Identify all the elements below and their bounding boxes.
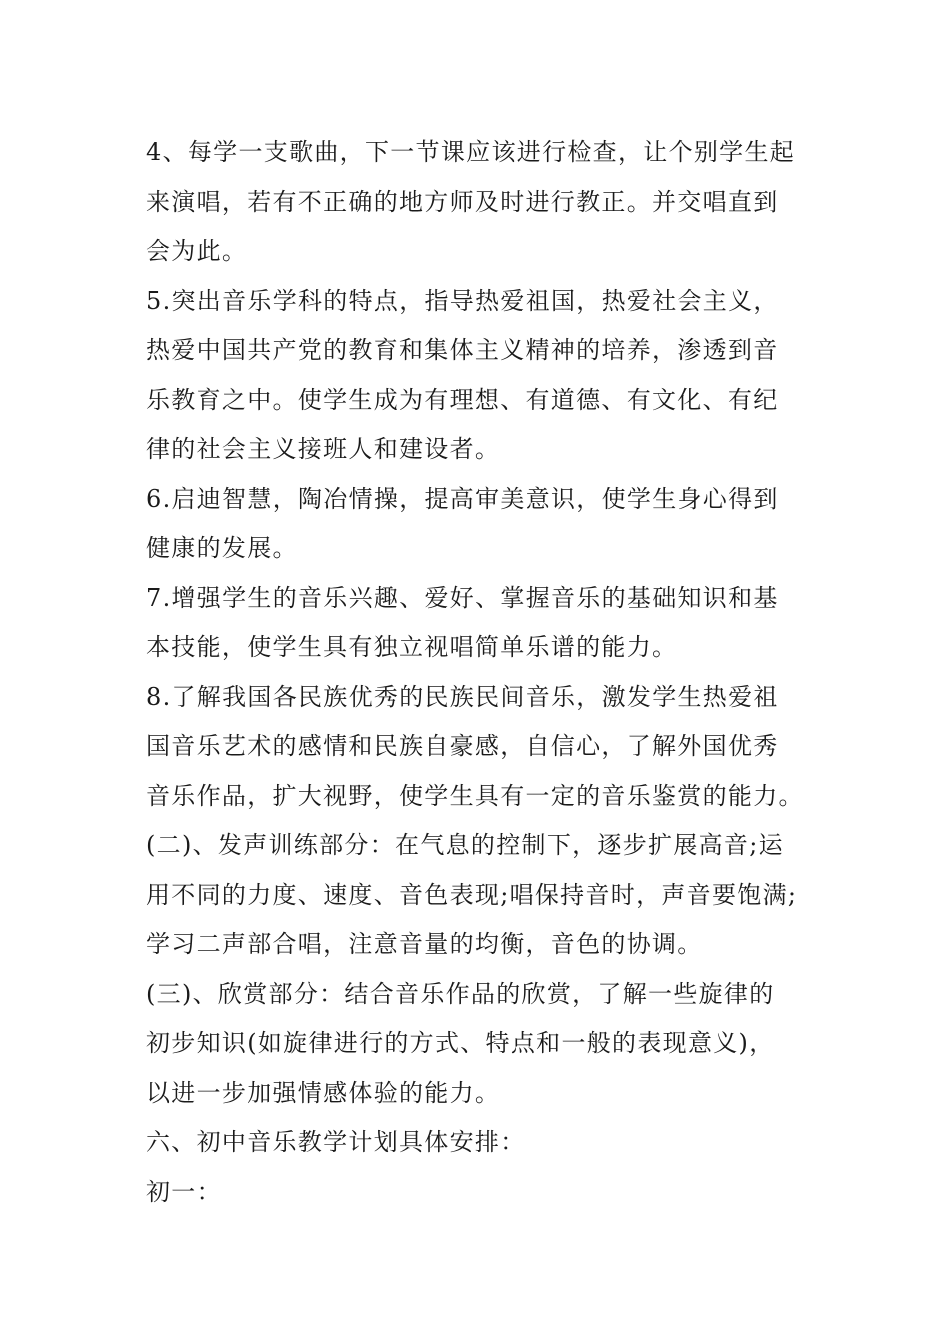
paragraph-item-8	[146, 673, 826, 822]
heading-section-6-schedule	[146, 1118, 826, 1168]
text-line: 会为此。	[146, 237, 248, 265]
text-line: (二)、发声训练部分：在气息的控制下，逐步扩展高音;运	[146, 831, 784, 859]
text-line: 4、每学一支歌曲，下一节课应该进行检查，让个别学生起	[146, 138, 796, 166]
text-line: 初一：	[146, 1177, 222, 1206]
text-line: 学习二声部合唱，注意音量的均衡，音色的协调。	[146, 930, 703, 958]
text-line: 音乐作品，扩大视野，使学生具有一定的音乐鉴赏的能力。	[146, 781, 804, 810]
text-line: 8.了解我国各民族优秀的民族民间音乐，激发学生热爱祖	[146, 682, 779, 711]
paragraph-section-2-vocal-training	[146, 821, 826, 970]
text-line: 5.突出音乐学科的特点，指导热爱祖国，热爱社会主义，	[146, 286, 779, 315]
document-body	[146, 128, 826, 1217]
text-line: 本技能，使学生具有独立视唱简单乐谱的能力。	[146, 633, 678, 661]
text-line: 六、初中音乐教学计划具体安排：	[146, 1128, 526, 1156]
text-line: (三)、欣赏部分：结合音乐作品的欣赏，了解一些旋律的	[146, 979, 775, 1008]
text-line: 乐教育之中。使学生成为有理想、有道德、有文化、有纪	[146, 385, 779, 414]
text-line: 来演唱，若有不正确的地方师及时进行教正。并交唱直到	[146, 187, 779, 216]
text-line: 以进一步加强情感体验的能力。	[146, 1078, 501, 1107]
paragraph-item-6	[146, 475, 826, 574]
text-line: 6.启迪智慧，陶冶情操，提高审美意识，使学生身心得到	[146, 484, 779, 513]
paragraph-item-7	[146, 574, 826, 673]
text-line: 健康的发展。	[146, 534, 298, 562]
paragraph-section-3-appreciation	[146, 970, 826, 1119]
text-line: 律的社会主义接班人和建设者。	[146, 435, 501, 463]
text-line: 用不同的力度、速度、音色表现;唱保持音时，声音要饱满;	[146, 880, 798, 909]
text-line: 热爱中国共产党的教育和集体主义精神的培养，渗透到音	[146, 336, 779, 364]
text-line: 国音乐艺术的感情和民族自豪感，自信心，了解外国优秀	[146, 732, 779, 760]
heading-grade-7	[146, 1168, 826, 1218]
paragraph-item-5	[146, 277, 826, 475]
text-line: 初步知识(如旋律进行的方式、特点和一般的表现意义)，	[146, 1029, 775, 1057]
paragraph-item-4	[146, 128, 826, 277]
text-line: 7.增强学生的音乐兴趣、爱好、掌握音乐的基础知识和基	[146, 583, 779, 612]
